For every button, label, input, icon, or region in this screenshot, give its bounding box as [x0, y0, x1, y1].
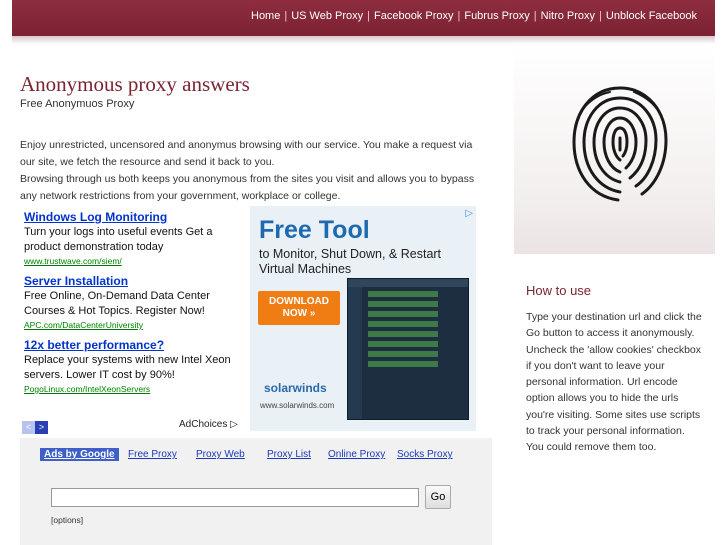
- text-ad-url[interactable]: www.trustwave.com/siem/: [24, 256, 122, 266]
- nav-separator: |: [457, 10, 461, 22]
- text-ad-title[interactable]: Server Installation: [24, 274, 129, 288]
- keyword-link-free-proxy[interactable]: Free Proxy: [128, 449, 177, 460]
- ad-prev-button[interactable]: <: [22, 421, 35, 434]
- text-ad: [24, 338, 244, 395]
- text-ads: [24, 210, 244, 402]
- banner-headline: Free Tool: [259, 216, 370, 244]
- go-button[interactable]: Go: [425, 485, 451, 509]
- nav-separator: |: [284, 10, 288, 22]
- nav-separator: |: [533, 10, 537, 22]
- nav-link-unblock-facebook[interactable]: Unblock Facebook: [605, 10, 697, 22]
- text-ad-title[interactable]: Windows Log Monitoring: [24, 210, 168, 224]
- text-ad-description: Replace your systems with new Intel Xeon servers. Lower IT cost by 90%!: [24, 354, 231, 381]
- ad-navigation: [22, 417, 48, 435]
- sidebar-title: How to use: [526, 282, 592, 298]
- intro-text: [20, 137, 490, 205]
- keyword-link-socks-proxy[interactable]: Socks Proxy: [397, 449, 453, 460]
- site-subtitle: Free Anonymuos Proxy: [20, 98, 135, 110]
- adchoices-link[interactable]: AdChoices ▷: [179, 419, 238, 430]
- ad-next-button[interactable]: >: [35, 421, 48, 434]
- text-ad-title[interactable]: 12x better performance?: [24, 338, 165, 352]
- site-title: Anonymous proxy answers: [20, 72, 250, 96]
- header-shadow: [12, 36, 715, 44]
- text-ad: [24, 274, 244, 331]
- text-ad-url[interactable]: APC.com/DataCenterUniversity: [24, 320, 144, 330]
- text-ad: [24, 210, 244, 267]
- banner-url: www.solarwinds.com: [260, 401, 335, 410]
- text-ad-url[interactable]: PogoLinux.com/IntelXeonServers: [24, 384, 151, 394]
- banner-subtext: to Monitor, Shut Down, & Restart Virtual Machines: [259, 247, 442, 276]
- keyword-link-proxy-list[interactable]: Proxy List: [267, 449, 311, 460]
- nav-link-nitro-proxy[interactable]: Nitro Proxy: [540, 10, 596, 22]
- text-ad-description: Turn your logs into useful events Get a product demonstration today: [24, 226, 213, 253]
- main-content: [12, 44, 502, 545]
- nav-separator: |: [367, 10, 370, 22]
- nav-link-us-web-proxy[interactable]: US Web Proxy: [291, 10, 364, 22]
- fingerprint-icon: [560, 80, 680, 205]
- options-link[interactable]: [options]: [51, 515, 84, 525]
- google-ad-box: [20, 438, 492, 545]
- ads-by-google-link[interactable]: Ads by Google: [40, 448, 119, 461]
- keyword-link-online-proxy[interactable]: Online Proxy: [328, 449, 386, 460]
- banner-ad[interactable]: [250, 206, 476, 431]
- top-nav-bar: [12, 0, 715, 36]
- intro-paragraph: Enjoy unrestricted, uncensored and anonymus browsing with our service. You make a request via our site, we fetch the resource and send it back to you.: [20, 139, 473, 168]
- nav-separator: |: [599, 10, 602, 22]
- download-now-button[interactable]: DOWNLOAD NOW »: [258, 291, 340, 325]
- keyword-link-proxy-web[interactable]: Proxy Web: [196, 449, 245, 460]
- solarwinds-logo: solarwinds: [264, 381, 327, 395]
- intro-paragraph: Browsing through us both keeps you anonymous from the sites you visit and allows you to bypass any network restrictions from your government, workplace or college.: [20, 173, 475, 202]
- sidebar-text: Type your destination url and click the Go button to access it anonymously. Uncheck the 'allow cookies' checkbox if you don't want to leave your personal information. Url encode option allows you to hide the urls you're visiting. Some sites use scripts to track your personal information. You could remove them too.: [526, 311, 702, 454]
- vm-console-screenshot: [347, 278, 469, 420]
- nav-link-facebook-proxy[interactable]: Facebook Proxy: [374, 10, 454, 22]
- search-input[interactable]: [51, 488, 419, 507]
- nav-link-home[interactable]: Home: [251, 10, 281, 22]
- nav-link-fubrus-proxy[interactable]: Fubrus Proxy: [464, 10, 530, 22]
- text-ad-description: Free Online, On-Demand Data Center Courses & Hot Topics. Register Now!: [24, 290, 210, 317]
- adchoices-icon[interactable]: ▷: [465, 208, 473, 219]
- top-nav: [251, 10, 697, 22]
